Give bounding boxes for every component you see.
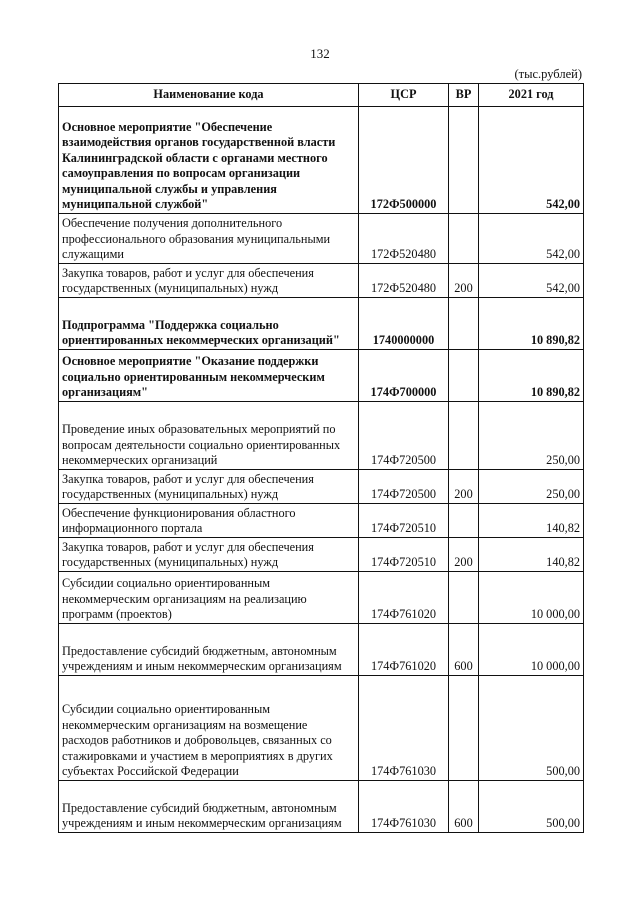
row-vr-code [449,297,479,349]
table-row [59,213,584,263]
row-vr-code [449,401,479,469]
row-csr-code: 172Ф520480 [359,263,449,297]
row-amount: 10 000,00 [479,623,584,675]
table-row [59,503,584,537]
row-amount: 10 000,00 [479,571,584,623]
row-amount: 140,82 [479,503,584,537]
row-name: Основное мероприятие "Обеспечение взаимодействия органов государственной власти Калининградской области с органами местного самоуправления по вопросам организации муниципальной службы и управления муниципальной службой" [59,106,359,213]
row-csr-code: 174Ф700000 [359,349,449,401]
header-year: 2021 год [479,84,584,107]
table-body [59,106,584,832]
row-amount: 500,00 [479,675,584,780]
row-name: Субсидии социально ориентированным некоммерческим организациям на реализацию программ (проектов) [59,571,359,623]
unit-label: (тыс.рублей) [514,67,582,81]
row-vr-code: 600 [449,623,479,675]
row-vr-code [449,503,479,537]
row-name: Обеспечение получения дополнительного профессионального образования муниципальными служащими [59,213,359,263]
row-name: Предоставление субсидий бюджетным, автономным учреждениям и иным некоммерческим организациям [59,780,359,832]
row-vr-code: 200 [449,263,479,297]
row-amount: 10 890,82 [479,349,584,401]
row-csr-code: 174Ф761020 [359,623,449,675]
row-csr-code: 172Ф520480 [359,213,449,263]
row-csr-code: 174Ф761030 [359,780,449,832]
row-amount: 250,00 [479,401,584,469]
row-amount: 250,00 [479,469,584,503]
row-amount: 542,00 [479,263,584,297]
row-csr-code: 174Ф720500 [359,469,449,503]
table-row [59,106,584,213]
row-name: Субсидии социально ориентированным некоммерческим организациям на возмещение расходов работников и добровольцев, связанных со стажировками и участием в мероприятиях в других субъектах Российской Федерации [59,675,359,780]
row-name: Основное мероприятие "Оказание поддержки социально ориентированным некоммерческим организациям" [59,349,359,401]
row-csr-code: 174Ф761030 [359,675,449,780]
row-amount: 10 890,82 [479,297,584,349]
table-row [59,780,584,832]
row-name: Закупка товаров, работ и услуг для обеспечения государственных (муниципальных) нужд [59,469,359,503]
row-vr-code: 200 [449,469,479,503]
table-row [59,401,584,469]
row-name: Закупка товаров, работ и услуг для обеспечения государственных (муниципальных) нужд [59,263,359,297]
page-number: 132 [310,46,330,61]
header-name: Наименование кода [59,84,359,107]
row-vr-code: 200 [449,537,479,571]
row-csr-code: 174Ф761020 [359,571,449,623]
row-csr-code: 174Ф720500 [359,401,449,469]
row-amount: 542,00 [479,106,584,213]
row-csr-code: 1740000000 [359,297,449,349]
table-row [59,263,584,297]
row-vr-code [449,349,479,401]
row-vr-code [449,213,479,263]
table-header-row [59,84,584,107]
row-csr-code: 172Ф500000 [359,106,449,213]
row-name: Подпрограмма "Поддержка социально ориентированных некоммерческих организаций" [59,297,359,349]
table-row [59,297,584,349]
table-row [59,349,584,401]
table-row [59,537,584,571]
table-row [59,469,584,503]
row-amount: 542,00 [479,213,584,263]
table-row [59,623,584,675]
header-vr: ВР [449,84,479,107]
row-name: Обеспечение функционирования областного информационного портала [59,503,359,537]
header-csr: ЦСР [359,84,449,107]
row-csr-code: 174Ф720510 [359,537,449,571]
row-name: Проведение иных образовательных мероприятий по вопросам деятельности социально ориентированных некоммерческих организаций [59,401,359,469]
row-vr-code [449,106,479,213]
row-name: Предоставление субсидий бюджетным, автономным учреждениям и иным некоммерческим организациям [59,623,359,675]
row-amount: 500,00 [479,780,584,832]
table-row [59,571,584,623]
budget-table [58,83,584,833]
row-csr-code: 174Ф720510 [359,503,449,537]
row-name: Закупка товаров, работ и услуг для обеспечения государственных (муниципальных) нужд [59,537,359,571]
row-vr-code [449,675,479,780]
row-amount: 140,82 [479,537,584,571]
row-vr-code [449,571,479,623]
row-vr-code: 600 [449,780,479,832]
table-row [59,675,584,780]
